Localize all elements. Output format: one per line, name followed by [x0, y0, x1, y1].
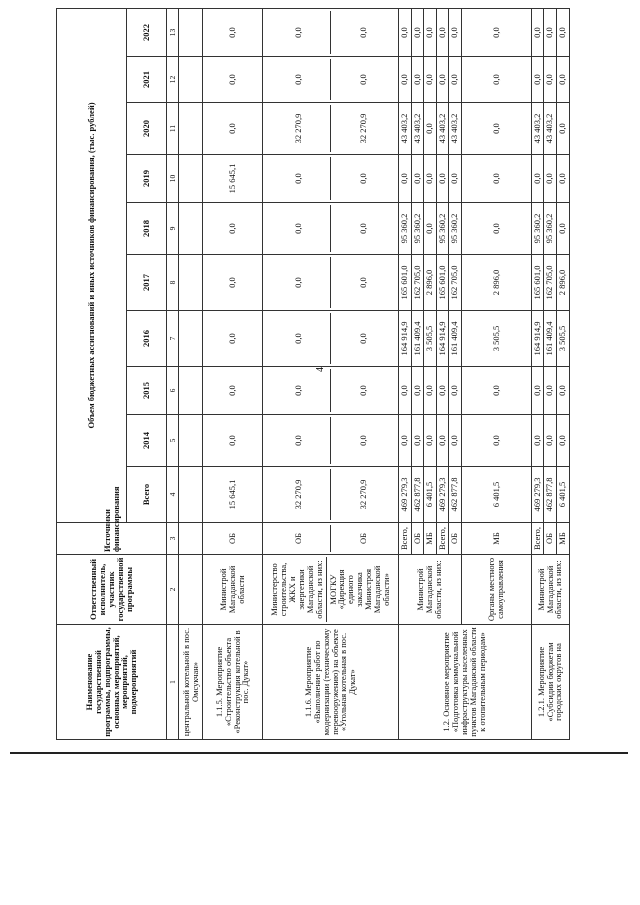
year-header: Всего: [127, 467, 167, 523]
header-name: Наименование государственной программы, подпрограммы, основных мероприятий, мероприятий, подмероприятий: [57, 625, 167, 740]
year-header: 2014: [127, 415, 167, 467]
measure-name: 1.2. Основное мероприятие «Подготовка коммунальной инфраструктуры населенных пунктов Магаданской области к отопительным периодам»: [399, 625, 532, 740]
value-cell: 0,0 0,0 0,0 0,0 0,0: [399, 415, 462, 467]
value-cell: 95 360,2 95 360,2 0,0 95 360,2 95 360,2: [399, 203, 462, 255]
column-number: 5: [167, 415, 179, 467]
page-divider: [10, 752, 628, 754]
column-number: 10: [167, 155, 179, 203]
value-cell: 0,0 0,0: [263, 367, 399, 415]
value-cell: 165 601,0 162 705,0 2 896,0: [531, 255, 569, 311]
column-number: 13: [167, 8, 179, 56]
table-row: [179, 8, 203, 739]
value-cell: 6 401,5: [461, 467, 531, 523]
responsible-cell: Органы местного самоуправления: [461, 555, 531, 625]
value-cell: 0,0 0,0 0,0: [531, 367, 569, 415]
header-source: Источники финансирования: [57, 523, 167, 555]
value-cell: 469 279,3 462 877,8 6 401,5: [531, 467, 569, 523]
value-cell: 0,0 0,0: [263, 8, 399, 56]
value-cell: 469 279,3 462 877,8 6 401,5 469 279,3 462 877,8: [399, 467, 462, 523]
column-number: 7: [167, 311, 179, 367]
value-cell: 0,0 0,0: [263, 155, 399, 203]
value-cell: 0,0: [203, 8, 263, 56]
value-cell: 0,0 0,0: [263, 57, 399, 103]
source-cell: [263, 523, 399, 555]
value-cell: 15 645,1: [203, 155, 263, 203]
table-row: [399, 8, 462, 739]
budget-table: [56, 8, 570, 740]
header-volume: Объем бюджетных ассигнований и иных источников финансирования, (тыс. рублей): [57, 8, 127, 522]
year-header: 2018: [127, 203, 167, 255]
year-header: 2017: [127, 255, 167, 311]
measure-name: центральной котельной в пос. Омсукчан»: [179, 625, 203, 740]
value-cell: 0,0: [203, 367, 263, 415]
value-cell: 0,0: [461, 203, 531, 255]
column-number: 8: [167, 255, 179, 311]
budget-table-container: [56, 9, 596, 740]
year-header: 2015: [127, 367, 167, 415]
responsible-cell: Министрой Магаданской области, из них:: [399, 555, 462, 625]
source-sub: ОБ: [358, 532, 368, 545]
source-cell: Всего, ОБ МБ Всего, ОБ: [399, 523, 462, 555]
value-cell: 0,0: [203, 57, 263, 103]
column-number: 11: [167, 103, 179, 155]
source-cell: МБ: [461, 523, 531, 555]
value-cell: 0,0: [461, 415, 531, 467]
value-cell: 0,0: [461, 8, 531, 56]
responsible-sub: МОГКУ «Дирекция единого заказчика Министроя Магаданской области»: [327, 565, 392, 614]
table-row: [263, 8, 399, 739]
value-cell: 0,0 0,0 0,0: [531, 415, 569, 467]
table-row: [203, 8, 263, 739]
value-cell: 95 360,2 95 360,2 0,0: [531, 203, 569, 255]
value-cell: 0,0: [461, 57, 531, 103]
year-header: 2016: [127, 311, 167, 367]
value-cell: 165 601,0 162 705,0 2 896,0 165 601,0 162 705,0: [399, 255, 462, 311]
page-number: 4: [315, 367, 326, 372]
header-responsible: Ответственный исполнитель, участник государственной программы: [57, 555, 167, 625]
column-number: 2: [167, 555, 179, 625]
column-number: 9: [167, 203, 179, 255]
source-main: ОБ: [268, 525, 331, 552]
value-cell: 0,0 0,0 0,0: [531, 155, 569, 203]
value-cell: 0,0: [203, 415, 263, 467]
year-header: 2020: [127, 103, 167, 155]
value-cell: 0,0 0,0: [263, 311, 399, 367]
value-cell: 0,0: [203, 255, 263, 311]
measure-name: 1.1.5. Мероприятие «Строительство объекта «Реконструкция котельной в пос. Дукат»: [203, 625, 263, 740]
year-header: 2019: [127, 155, 167, 203]
value-cell: 32 270,9 32 270,9: [263, 467, 399, 523]
measure-name: 1.1.6. Мероприятие «Выполнение работ по модернизации (техническому перевооружению) на объекте «Угольная котельная в пос. Дукат»: [263, 625, 399, 740]
value-cell: 0,0: [203, 311, 263, 367]
measure-name: 1.2.1. Мероприятие «Субсидии бюджетам городских округов на: [531, 625, 569, 740]
value-cell: 0,0 0,0: [263, 415, 399, 467]
value-cell: 164 914,9 161 409,4 3 505,5 164 914,9 161 409,4: [399, 311, 462, 367]
value-cell: 0,0 0,0: [263, 255, 399, 311]
year-header: 2021: [127, 57, 167, 103]
value-cell: 0,0 0,0 0,0 0,0 0,0: [399, 155, 462, 203]
column-number: 12: [167, 57, 179, 103]
value-cell: 2 896,0: [461, 255, 531, 311]
value-cell: 0,0: [461, 367, 531, 415]
value-cell: 0,0 0,0 0,0: [531, 8, 569, 56]
column-number: 6: [167, 367, 179, 415]
value-cell: 164 914,9 161 409,4 3 505,5: [531, 311, 569, 367]
responsible-cell: [263, 555, 399, 625]
value-cell: 0,0 0,0: [263, 203, 399, 255]
year-header: 2022: [127, 8, 167, 56]
column-number: 1: [167, 625, 179, 740]
column-number: 4: [167, 467, 179, 523]
value-cell: 0,0: [461, 155, 531, 203]
value-cell: 0,0: [203, 103, 263, 155]
value-cell: 0,0 0,0 0,0: [531, 57, 569, 103]
value-cell: 43 403,2 43 403,2 0,0 43 403,2 43 403,2: [399, 103, 462, 155]
value-cell: 0,0 0,0 0,0 0,0 0,0: [399, 57, 462, 103]
value-cell: 43 403,2 43 403,2 0,0: [531, 103, 569, 155]
responsible-cell: Министрой Магаданской области: [203, 555, 263, 625]
column-number: 3: [167, 523, 179, 555]
table-row: [531, 8, 569, 739]
responsible-cell: Министрой Магаданской области, из них:: [531, 555, 569, 625]
value-cell: 3 505,5: [461, 311, 531, 367]
value-cell: 32 270,9 32 270,9: [263, 103, 399, 155]
value-cell: 15 645,1: [203, 467, 263, 523]
value-cell: 0,0: [203, 203, 263, 255]
source-cell: Всего, ОБ МБ: [531, 523, 569, 555]
value-cell: 0,0 0,0 0,0 0,0 0,0: [399, 367, 462, 415]
source-cell: ОБ: [203, 523, 263, 555]
responsible-main: Министерство строительства, ЖКХ и энергетики Магаданской области, из них:: [270, 557, 327, 622]
value-cell: 0,0: [461, 103, 531, 155]
value-cell: 0,0 0,0 0,0 0,0 0,0: [399, 8, 462, 56]
